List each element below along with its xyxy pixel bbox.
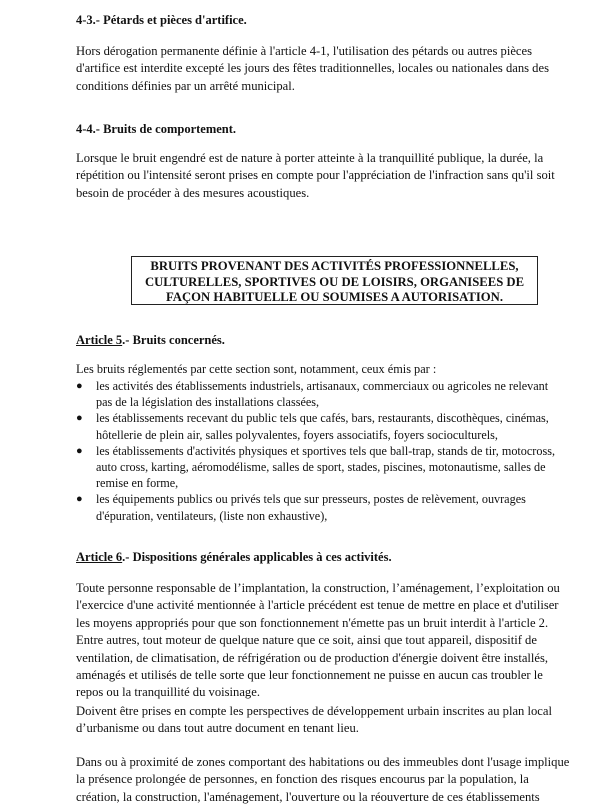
list-item-line: remise en forme,: [96, 476, 179, 491]
article-6-paragraph-2: [76, 703, 566, 738]
list-item-line: auto cross, karting, aéromodélisme, salles de sport, stades, piscines, motonautisme, salles de: [96, 460, 546, 475]
article-6-title: .- Dispositions générales applicables à ces activités.: [122, 550, 392, 564]
section-title-box: [131, 256, 538, 305]
article-5-heading: [76, 333, 225, 348]
bullet-icon: ●: [76, 444, 83, 457]
paragraph-line: besoin de procéder à des mesures acoustiques.: [76, 185, 310, 200]
paragraph-line: d’urbanisme ou dans tout autre document en tenant lieu.: [76, 721, 359, 736]
paragraph-line: l'exercice d'une activité mentionnée à l'article précédent est tenue de mettre en place et d'utiliser: [76, 598, 559, 613]
paragraph-line: conditions définies par un arrêté municipal.: [76, 78, 295, 93]
article-5-intro: Les bruits réglementés par cette section sont, notamment, ceux émis par :: [76, 362, 437, 376]
article-5-list: [76, 378, 566, 524]
list-item-line: d'épuration, ventilateurs, (liste non exhaustive),: [96, 508, 328, 523]
article-6-paragraph-3: [76, 754, 570, 806]
paragraph-line: d'artifice est interdite excepté les jours des fêtes traditionnelles, locales ou nationales dans des: [76, 61, 549, 76]
section-4-4-paragraph: [76, 150, 566, 202]
paragraph-line: la présence prolongée de personnes, en fonction des risques encourus par la population, la: [76, 772, 529, 787]
bullet-icon: ●: [76, 380, 83, 392]
list-item: [76, 410, 566, 442]
section-4-3-paragraph: [76, 43, 566, 95]
paragraph-line: ventilation, de climatisation, de réfrigération ou de production d'énergie doivent être installés,: [76, 650, 549, 665]
paragraph-line: aménagés et utilisés de telle sorte que leur fonctionnement ne puisse en aucun cas troubler le: [76, 668, 543, 683]
paragraph-line: Hors dérogation permanente définie à l'article 4-1, l'utilisation des pétards ou autres pièces: [76, 44, 533, 58]
list-item-line: les équipements publics ou privés tels que sur presseurs, postes de relèvement, ouvrages: [96, 492, 526, 507]
bullet-icon: ●: [76, 493, 83, 506]
box-title-line: BRUITS PROVENANT DES ACTIVITÉS PROFESSIONNELLES,: [150, 259, 519, 273]
article-5-label: Article 5: [76, 333, 123, 347]
paragraph-line: Doivent être prises en compte les perspectives de développement urbain inscrites au plan local: [76, 704, 552, 718]
list-item-line: les établissements recevant du public tels que cafés, bars, restaurants, discothèques, cinémas,: [96, 411, 549, 426]
article-6-heading: [76, 550, 392, 565]
list-item-line: pas de la législation des installations classées,: [96, 395, 320, 410]
box-title-line: CULTURELLES, SPORTIVES OU DE LOISIRS, ORGANISEES DE: [144, 274, 525, 289]
paragraph-line: les moyens appropriés pour que son fonctionnement n'émette pas un bruit interdit à l'article 2.: [76, 615, 549, 630]
article-5-title: .- Bruits concernés.: [122, 333, 225, 347]
bullet-icon: ●: [76, 412, 83, 425]
list-item-line: hôtellerie de plein air, salles polyvalentes, foyers associatifs, foyers socioculturels,: [96, 427, 498, 442]
list-item: [76, 378, 566, 410]
paragraph-line: création, la construction, l'aménagement, l'ouverture ou la réouverture de ces établissements: [76, 789, 540, 804]
box-title-line: FAÇON HABITUELLE OU SOUMISES A AUTORISATION.: [165, 290, 503, 305]
paragraph-line: Dans ou à proximité de zones comportant des habitations ou des immeubles dont l'usage implique: [76, 755, 570, 769]
section-4-4-heading: 4-4.- Bruits de comportement.: [76, 122, 237, 136]
list-item-line: les activités des établissements industriels, artisanaux, commerciaux ou agricoles ne relevant: [96, 379, 549, 393]
paragraph-line: Entre autres, tout moteur de quelque nature que ce soit, ainsi que tout appareil, dispositif de: [76, 633, 537, 648]
article-6-label: Article 6: [76, 550, 123, 564]
list-item-line: les établissements d'activités physiques et sportives tels que ball-trap, stands de tir, motocross,: [96, 443, 555, 458]
paragraph-line: Toute personne responsable de l’implantation, la construction, l’aménagement, l’exploitation ou: [76, 581, 560, 595]
list-item: [76, 443, 566, 492]
article-6-paragraph-1: [76, 580, 566, 702]
paragraph-line: repos ou la tranquillité du voisinage.: [76, 685, 260, 700]
list-item: [76, 491, 566, 523]
paragraph-line: répétition ou l'intensité seront prises en compte pour l'appréciation de l'infraction sans qu'il soit: [76, 168, 555, 183]
section-4-3-heading: 4-3.- Pétards et pièces d'artifice.: [76, 13, 247, 27]
paragraph-line: Lorsque le bruit engendré est de nature à porter atteinte à la tranquillité publique, la durée, la: [76, 151, 544, 165]
